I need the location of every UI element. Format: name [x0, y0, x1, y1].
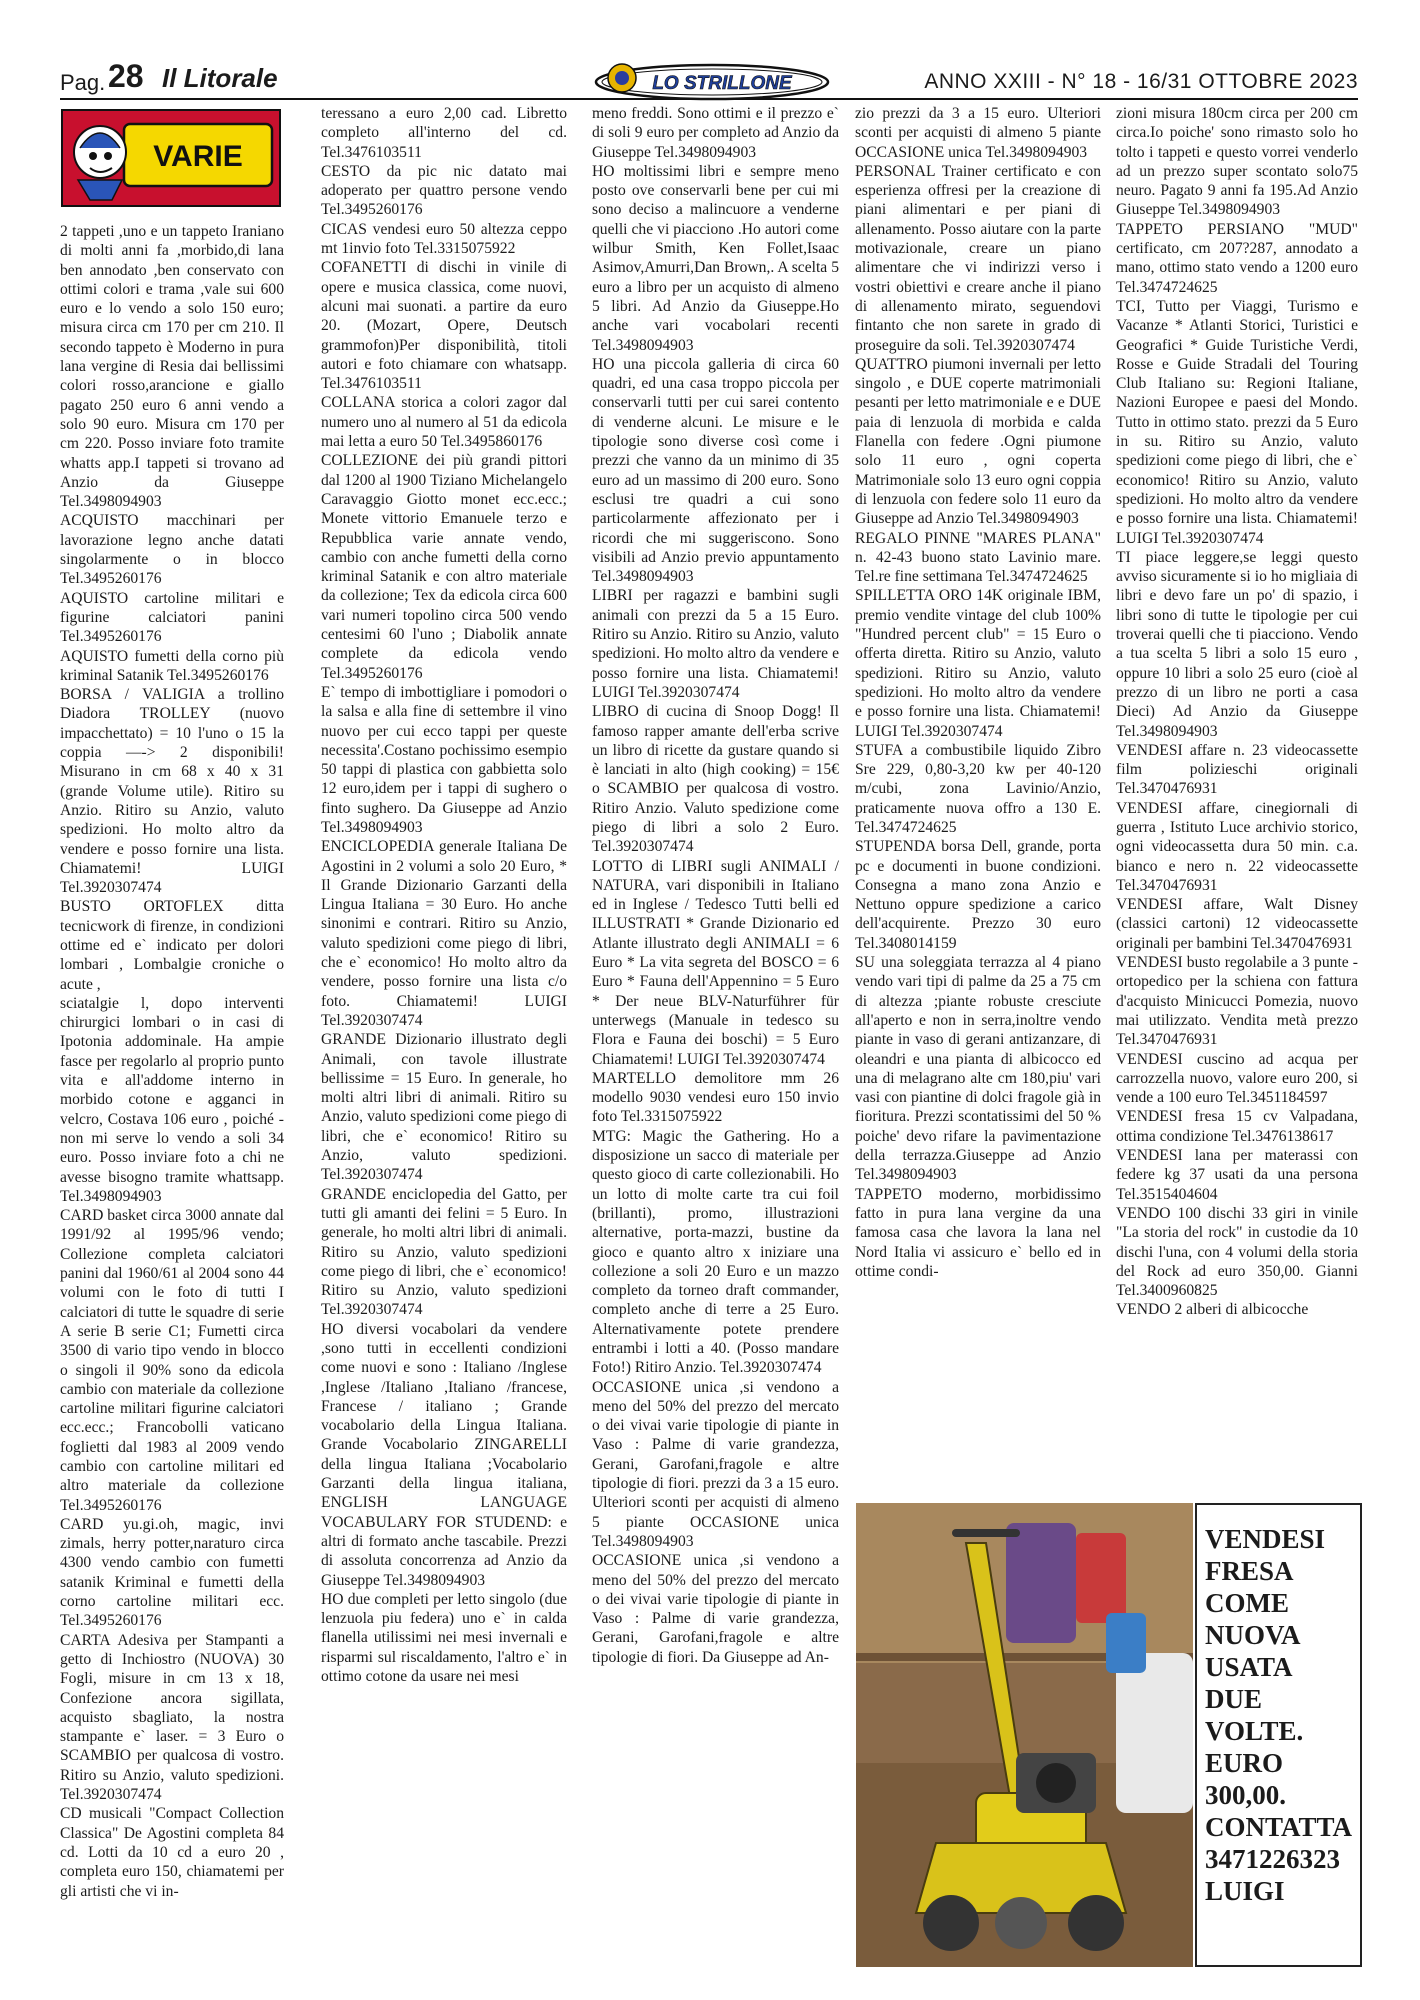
boxed-ad-line: LUIGI — [1205, 1876, 1285, 1906]
classified-ad: GRANDE Dizionario illustrato degli Animali, con tavole illustrate bellissime = 15 Euro. In generale, ho molti altri libri di animali. Ritiro su Anzio, valuto spedizioni come piego di libri, che e` economico! Ritiro su Anzio, valuto spedizioni. Tel.3920307474 — [321, 1031, 567, 1184]
classified-ad: teressano a euro 2,00 cad. Libretto completo all'interno del cd. Tel.3476103511 — [321, 105, 567, 161]
boxed-ad-line: 3471226323 — [1205, 1844, 1340, 1874]
classified-ad: CICAS vendesi euro 50 altezza ceppo mt 1invio foto Tel.3315075922 — [321, 220, 567, 258]
classified-ad: zio prezzi da 3 a 15 euro. Ulteriori sconti per acquisti di almeno 5 piante OCCASIONE unica Tel.3498094903 — [855, 105, 1101, 161]
classified-ad: CD musicali "Compact Collection Classica" De Agostini completa 84 cd. Lotti da 10 cd a euro 20 , completa euro 150, chiamatemi per gli artisti che vi in- — [60, 1805, 284, 1900]
classified-ad: HO due completi per letto singolo (due lenzuola piu federa) uno e` in calda flanella utilissimi nei mesi invernali e risparmi sul riscaldamento, l'altro e` in ottimo cotone da usare nei mesi — [321, 1590, 567, 1686]
classified-ad: CARD yu.gi.oh, magic, invi zimals, herry potter,naraturo circa 4300 vendo cambio con fumetti satanik Kriminal e fumetti della corno cartoline militari ecc. Tel.3495260176 — [60, 1515, 284, 1630]
boxed-ad-line: USATA — [1205, 1652, 1293, 1682]
classified-ad: AQUISTO fumetti della corno più kriminal Satanik Tel.3495260176 — [60, 647, 284, 684]
page-number: 28 — [108, 58, 144, 94]
classified-ad: LOTTO di LIBRI sugli ANIMALI / NATURA, vari disponibili in Italiano ed in Inglese / Tedesco Tutti belli ed ILLUSTRATI * Grande Dizionario ed Atlante illustrato degli ANIMALI = 6 Euro * La vita segreta del BOSCO = 6 Euro * Fauna dell'Appennino = 5 Euro * Der neue BLV-Naturführer für unterwegs (Manuale in tedesco su Flora e Fauna dei boschi) = 5 Euro Chiamatemi! LUIGI Tel.3920307474 — [592, 857, 839, 1068]
classified-ad: ENCICLOPEDIA generale Italiana De Agostini in 2 volumi a solo 20 Euro, * Il Grande Dizionario Garzanti della Lingua Italiana = 30 Euro. Ho anche sinonimi e contrari. Ritiro su Anzio, valuto spedizioni come piego di libri, che e` economico! Ho molto altro da vendere, posso fornire una lista c/o foto. Chiamatemi! LUIGI Tel.3920307474 — [321, 838, 567, 1029]
publication-title: Il Litorale — [162, 63, 278, 93]
boxed-ad-line: VENDESI — [1205, 1524, 1326, 1554]
varie-section-badge — [60, 108, 282, 208]
classified-ad: VENDESI affare, cinegiornali di guerra , Istituto Luce archivio storico, ogni videocassetta dura 50 min. c.a. bianco e nero n. 22 videocassette Tel.3470476931 — [1116, 799, 1358, 894]
lo-strillone-logo — [592, 58, 832, 102]
classified-ad: BUSTO ORTOFLEX ditta tecnicwork di firenze, in condizioni ottime ed e` indicato per dolori lombari , Lombalgie croniche o acute , — [60, 898, 284, 993]
classified-ad: LIBRO di cucina di Snoop Dogg! Il famoso rapper amante dell'erba scrive un libro di ricette da gustare quando si è lanciati in alto (high cooking) = 15€ o SCAMBIO per qualcosa di vostro. Ritiro Anzio. Valuto spedizione come piego di libri a solo 2 Euro. Tel.3920307474 — [592, 703, 839, 856]
classified-ad: HO diversi vocabolari da vendere ,sono tutti in eccellenti condizioni come nuovi e sono : Italiano /Inglese ,Inglese /Italiano ,Italiano /francese, Francese / italiano ; Grande vocabolario della Lingua Italiana. Grande Vocabolario ZINGARELLI della lingua Italiana ;Vocabolario Garzanti della lingua italiana, ENGLISH LANGUAGE VOCABULARY FOR STUDEND: e altri di formato anche tascabile. Prezzi di assoluta concorrenza ad Anzio da Giuseppe Tel.3498094903 — [321, 1320, 567, 1589]
boxed-ad-line: EURO — [1205, 1748, 1284, 1778]
ads-column-1 — [60, 222, 284, 1974]
classified-ad: E` tempo di imbottigliare i pomodori o la salsa e alla fine di settembre il vino nuovo per cui ecco tappi per queste necessita'.Costano pochissimo esempio 50 tappi di plastica con gabbietta solo 12 euro,idem per i tappi di sughero o finto sughero. Da Giuseppe ad Anzio Tel.3498094903 — [321, 683, 567, 836]
classified-ad: VENDESI affare, Walt Disney (classici cartoni) 12 videocassette originali per bambini Tel.3470476931 — [1116, 896, 1358, 952]
classified-ad: ACQUISTO macchinari per lavorazione legno anche datati singolarmente o in blocco Tel.3495260176 — [60, 512, 284, 588]
ads-column-3 — [592, 104, 839, 1974]
classified-ad: HO moltissimi libri e sempre meno posto ove conservarli bene per cui mi sono deciso a malincuore a venderne quelli che vi piacciono .Ho autori come wilbur Smith, Ken Follet,Isaac Asimov,Amurri,Dan Brown,. A scelta 5 euro a libro per un acquisto di almeno 5 libri. Ad Anzio da Giuseppe.Ho anche vari vocabolari recenti Tel.3498094903 — [592, 162, 839, 354]
classified-ad: LIBRI per ragazzi e bambini sugli animali con prezzi da 5 a 15 Euro. Ritiro su Anzio. Ritiro su Anzio, valuto spedizioni. Ho molto altro da vendere e posso fornire una lista. Chiamatemi! LUIGI Tel.3920307474 — [592, 587, 839, 701]
classified-ad: TCI, Tutto per Viaggi, Turismo e Vacanze * Atlanti Storici, Turistici e Geografici * Guide Turistiche Verdi, Rosse e Guide Stradali del Touring Club Italiano su: Regioni Italiane, Nazioni Europee e paesi del Mondo. Tutto in ottimo stato. prezzi da 5 Euro in su. Ritiro su Anzio, valuto spedizioni come piego di libri, che e` economico! Ritiro su Anzio, valuto spedizioni. Ho molto altro da vendere e posso fornire una lista. Chiamatemi! LUIGI Tel.3920307474 — [1116, 297, 1358, 547]
classified-ad: REGALO PINNE "MARES PLANA" n. 42-43 buono stato Lavinio mare. Tel.re fine settimana Tel.3474724625 — [855, 529, 1101, 586]
classified-ad: STUPENDA borsa Dell, grande, porta pc e documenti in buone condizioni. Consegna a mano zona Anzio e Nettuno oppure spedizione a carico dell'acquirente. Prezzo 30 euro Tel.3408014159 — [855, 838, 1101, 952]
boxed-ad-line: VOLTE. — [1205, 1716, 1304, 1746]
classified-ad: VENDESI lana per materassi con federe kg 37 usati da una persona Tel.3515404604 — [1116, 1147, 1358, 1203]
classified-ad: COLLANA storica a colori zagor dal numero uno al numero al 51 da edicola mai letta a euro 50 Tel.3495860176 — [321, 394, 567, 451]
classified-ad: VENDESI busto regolabile a 3 punte - ortopedico per la schiena con fattura d'acquisto Minicucci Pomezia, nuovo mai utilizzato. Vendita metà prezzo Tel.3470476931 — [1116, 954, 1358, 1049]
ads-column-5 — [1116, 104, 1358, 1476]
classified-ad: COLLEZIONE dei più grandi pittori dal 1200 al 1900 Tiziano Michelangelo Caravaggio Giotto monet ecc.ecc.; Monete vittorio Emanuele terzo e Repubblica varie annate vendo, cambio con anche fumetti della corno kriminal Satanik e con altro materiale da collezione; Tex da edicola circa 600 vari numeri topolino circa 500 vendo centesimi 60 l'uno ; Diabolik annate complete da edicola vendo Tel.3495260176 — [321, 452, 567, 682]
classified-ad: MARTELLO demolitore mm 26 modello 9030 vendesi euro 150 invio foto Tel.3315075922 — [592, 1069, 839, 1126]
boxed-ad — [1195, 1503, 1362, 1967]
classified-ad: QUATTRO piumoni invernali per letto singolo , e DUE coperte matrimoniali pesanti per letto matrimoniale e e DUE paia di lenzuola di morbida e calda Flanella con federe .Ogni piumone solo 11 euro , ogni coperta Matrimoniale solo 13 euro ogni coppia di lenzuola con federe solo 11 euro da Giuseppe ad Anzio Tel.3498094903 — [855, 355, 1101, 528]
boxed-ad-line: COME — [1205, 1588, 1289, 1618]
classified-ad: CARD basket circa 3000 annate dal 1991/92 al 1995/96 vendo; Collezione completa calciatori panini dal 1960/61 al 2004 sono 44 volumi con le foto di tutti I calciatori di tutte le squadre di serie A serie B serie C1; Fumetti circa 3500 di vario tipo vendo in blocco o singoli il 90% sono da edicola cambio con materiale da collezione cartoline militari figurine calciatori ecc.ecc.; Francobolli vaticano foglietti dal 1983 al 2009 vendo cambio con cartoline militari ed altro materiale da collezione Tel.3495260176 — [60, 1207, 284, 1514]
classified-ad: HO una piccola galleria di circa 60 quadri, ed una casa troppo piccola per conservarli tutti per cui sarei contento di venderne alcuni. Le misure e le tipologie sono diverse così come i prezzi che vanno da un minimo di 35 euro ad un massimo di 200 euro. Sono esclusi tre quadri a cui sono particolarmente affezionato per i ricordi che mi suggeriscono. Sono visibili ad Anzio previo appuntamento Tel.3498094903 — [592, 355, 839, 586]
classified-ad: OCCASIONE unica ,si vendono a meno del 50% del prezzo del mercato o dei vivai varie tipologie di piante in Vaso : Palme di varie grandezza, Gerani, Garofani,fragole e altre tipologie di fiori. prezzi da 3 a 15 euro. Ulteriori sconti per acquisti di almeno 5 piante OCCASIONE unica Tel.3498094903 — [592, 1378, 839, 1550]
classified-ad: BORSA / VALIGIA a trollino Diadora TROLLEY (nuovo impacchettato) = 10 l'uno o 15 la coppia —-> 2 disponibili! Misurano in cm 68 x 40 x 31 (grande Volume utile). Ritiro su Anzio. Ritiro su Anzio, valuto spedizioni. Ho molto altro da vendere e posso fornire una lista. Chiamatemi! LUIGI Tel.3920307474 — [60, 686, 284, 897]
classified-ad: PERSONAL Trainer certificato e con esperienza offresi per la creazione di piani alimentari e per piani di allenamento. Posso aiutare con la parte motivazionale, creare un piano alimentare che vi indirizzi verso i vostri obiettivi e creare anche il piano di allenamento mirato, seguendovi fintanto che non sarete in grado di proseguire da soli. Tel.3920307474 — [855, 162, 1101, 354]
boxed-ad-line: 300,00. — [1205, 1780, 1286, 1810]
classified-ad: MTG: Magic the Gathering. Ho a disposizione un sacco di materiale per questo gioco di carte collezionabili. Ho un lotto di molte carte tra cui foil (brillanti), promo, illustrazioni alternative, porta-mazzi, bustine da gioco e quanto altro x iniziare una collezione a soli 20 Euro e un mazzo completo da torneo draft commander, completo anche di terre a 25 Euro. Alternativamente potete prendere entrambi i lotti a 40. (Posso mandare Foto!) Ritiro Anzio. Tel.3920307474 — [592, 1127, 839, 1377]
classified-ad: AQUISTO cartoline militari e figurine calciatori panini Tel.3495260176 — [60, 589, 284, 646]
classified-ad: TAPPETO moderno, morbidissimo fatto in pura lana vergine da una famosa casa che lavora la lana nel Nord Italia vi assicuro e` bello ed in ottime condi- — [855, 1185, 1101, 1280]
classified-ad: zioni misura 180cm circa per 200 cm circa.Io poiche' sono rimasto solo ho tolto i tappeti e questo vorrei venderlo ad un prezzo super scontato solo75 neuro. Pagato 9 anni fa 195.Ad Anzio Giuseppe Tel.3498094903 — [1116, 105, 1358, 219]
issue-info: ANNO XXIII - N° 18 - 16/31 OTTOBRE 2023 — [924, 70, 1358, 93]
classified-ad: VENDO 2 alberi di albicocche — [1116, 1301, 1309, 1319]
boxed-ad-line: DUE — [1205, 1684, 1263, 1714]
header-rule — [60, 98, 1358, 100]
classified-ad: VENDESI affare n. 23 videocassette film polizieschi originali Tel.3470476931 — [1116, 741, 1358, 798]
classified-ad: CARTA Adesiva per Stampanti a getto di Inchiostro (NUOVA) 30 Fogli, misure in cm 13 x 18, Confezione ancora sigillata, acquisto sbagliato, la nostra stampante e` laser. = 3 Euro o SCAMBIO per qualcosa di vostro. Ritiro su Anzio, valuto spedizioni. Tel.3920307474 — [60, 1631, 284, 1804]
section-title: VARIE — [153, 140, 243, 173]
page-header — [60, 58, 1358, 100]
classified-ad: COFANETTI di dischi in vinile di opere e musica classica, come nuovi, alcuni mai suonati. a partire da euro 20. (Mozart, Opere, Deutsch grammofon)Per disponibilità, titoli autori e foto chiamare con whatsapp. Tel.3476103511 — [321, 259, 567, 393]
classified-ad: VENDESI cuscino ad acqua per carrozzella nuovo, valore euro 200, si vende a 100 euro Tel.3451184597 — [1116, 1050, 1358, 1107]
classified-ad: GRANDE enciclopedia del Gatto, per tutti gli amanti dei felini = 5 Euro. In generale, ho molti altri libri di animali. Ritiro su Anzio, valuto spedizioni come piego di libri, che e` economico! Ritiro su Anzio, valuto spedizioni Tel.3920307474 — [321, 1185, 567, 1319]
boxed-ad-line: FRESA — [1205, 1556, 1294, 1586]
classified-ad: sciatalgie l, dopo interventi chirurgici lombari o in casi di Ipotonia addominale. Ha ampie fasce per regolarlo al proprio punto vita e all'addome interno in morbido cotone e agganci in velcro, Costava 106 euro , poiché - non mi serve lo vendo a soli 34 euro. Posso inviare foto a chi ne avesse bisogno tramite whattsapp. Tel.3498094903 — [60, 994, 284, 1205]
classified-ad: TI piace leggere,se leggi questo avviso sicuramente si io ho migliaia di libri e devo fare un po' di spazio, i libri sono di tutte le tipologie per cui troverai quelli che ti piacciono. Vendo a tua scelta 5 libri a solo 15 euro , oppure 10 libri a solo 25 euro (cioè al prezzo di un libro ne porti a casa Dieci) Ad Anzio da Giuseppe Tel.3498094903 — [1116, 548, 1358, 740]
classified-ad: 2 tappeti ,uno e un tappeto Iraniano di molti anni fa ,morbido,di lana ben annodato ,ben conservato con ottimi colori e trama ,vale sui 600 euro e lo vendo a solo 150 euro; misura circa cm 170 per cm 210. Il secondo tappeto è Moderno in pura lana vergine di Resia dai bellissimi colori rosso,arancione e giallo pagato 250 euro 6 anni vendo a solo 90 euro. Misura cm 170 per cm 220. Posso inviare foto tramite whatts app.I tappeti si trovano ad Anzio da Giuseppe Tel.3498094903 — [60, 223, 284, 511]
ads-column-2 — [321, 104, 567, 1974]
classified-ad: OCCASIONE unica ,si vendono a meno del 50% del prezzo del mercato o dei vivai varie tipologie di piante in Vaso : Palme di varie grandezza, Gerani, Garofani,fragole e altre tipologie di fiori. Da Giuseppe ad An- — [592, 1552, 839, 1666]
classified-ad: VENDO 100 dischi 33 giri in vinile "La storia del rock" in custodie da 10 dischi l'una, con 4 volumi della storia del Rock ad euro 350,00. Gianni Tel.3400960825 — [1116, 1204, 1358, 1300]
tiller-photo — [856, 1503, 1193, 1967]
classified-ad: VENDESI fresa 15 cv Valpadana, ottima condizione Tel.3476138617 — [1116, 1108, 1358, 1145]
boxed-ad-line: CONTATTA — [1205, 1812, 1353, 1842]
boxed-ad-line: NUOVA — [1205, 1620, 1301, 1650]
classified-ad: SU una soleggiata terrazza al 4 piano vendo vari tipi di palme da 25 a 75 cm di altezza ;piante robuste cresciute all'aperto e non in serra,inoltre vendo piante in vaso di gerani antizanzare, di oleandri e una pianta di albicocco ed una di melagrano alte cm 180,piu' vari vasi con piantine di dolci fragole già in fioritura. Prezzi scontatissimi del 50 % poiche' devo rifare la pavimentazione della terrazza.Giuseppe ad Anzio Tel.3498094903 — [855, 954, 1101, 1184]
classified-ad: TAPPETO PERSIANO "MUD" certificato, cm 207?287, annodato a mano, ottimo stato vendo a 1200 euro Tel.3474724625 — [1116, 220, 1358, 296]
logo-text: LO STRILLONE — [652, 73, 792, 94]
classified-ad: SPILLETTA ORO 14K originale IBM, premio vendite vintage del club 100% "Hundred percent club" = 15 Euro o offerta diretta. Ritiro su Anzio, valuto spedizioni. Ritiro su Anzio, valuto spedizioni. Ho molto altro da vendere e posso fornire una lista. Chiamatemi! LUIGI Tel.3920307474 — [855, 587, 1101, 740]
classified-ad: CESTO da pic nic datato mai adoperato per quattro persone vendo Tel.3495260176 — [321, 162, 567, 219]
classified-ad: STUFA a combustibile liquido Zibro Sre 229, 0,80-3,20 kw per 40-120 m/cubi, zona Lavinio/Anzio, praticamente nuova offro a 130 E. Tel.3474724625 — [855, 741, 1101, 836]
classified-ad: meno freddi. Sono ottimi e il prezzo e` di soli 9 euro per completo ad Anzio da Giuseppe Tel.3498094903 — [592, 105, 839, 161]
page-label: Pag. — [60, 70, 106, 95]
